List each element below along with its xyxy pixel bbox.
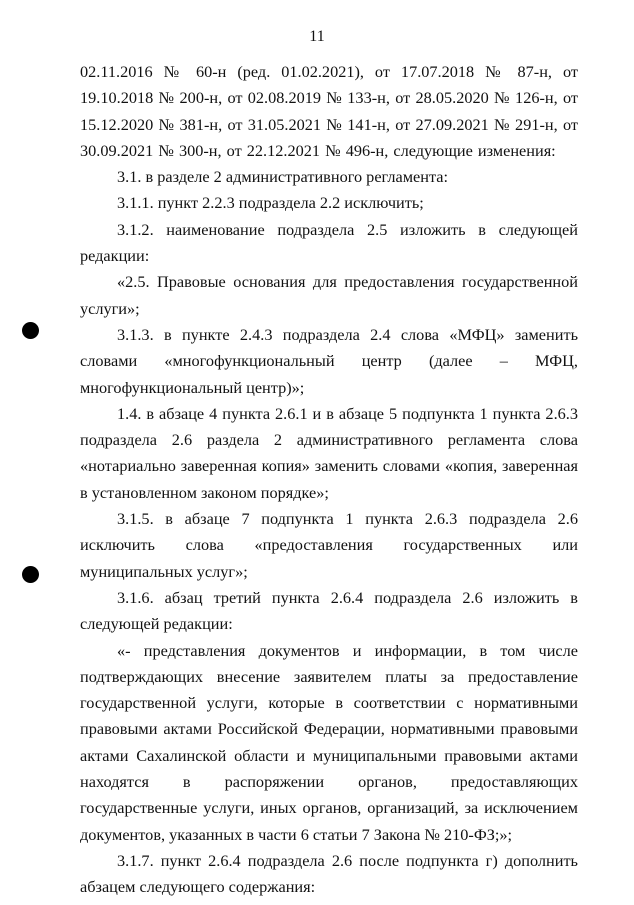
paragraph-3-1-5: 3.1.5. в абзаце 7 подпункта 1 пункта 2.6.3 подраздела 2.6 исключить слова «предоставления государственных или муниципальных услуг»; [80, 509, 578, 581]
paragraph-3-1-2: 3.1.2. наименование подраздела 2.5 изложить в следующей редакции: [80, 219, 578, 266]
paragraph-3-1-7: 3.1.7. пункт 2.6.4 подраздела 2.6 после подпункта г) дополнить абзацем следующего содержания: [80, 850, 578, 897]
paragraph-3-1-3: 3.1.3. в пункте 2.4.3 подраздела 2.4 слова «МФЦ» заменить словами «многофункциональный центр (далее – МФЦ, многофункциональный центр)»; [80, 324, 578, 397]
paragraph-3-1: 3.1. в разделе 2 административного регламента: [117, 167, 449, 187]
paragraph-3-1-6: 3.1.6. абзац третий пункта 2.6.4 подраздела 2.6 изложить в следующей редакции: [80, 587, 578, 634]
punch-hole-mark [22, 566, 39, 583]
document-body [80, 59, 578, 901]
paragraph-amendment-list: 02.11.2016 № 60-н (ред. 01.02.2021), от 17.07.2018 № 87-н, от 19.10.2018 № 200-н, от 02.08.2019 № 133-н, от 28.05.2020 № 126-н, от 15.12.2020 № 381-н, от 31.05.2021 № 141-н, от 27.09.2021 № 291-н, от 30.09.2021 № 300-н, от 22.12.2021 № 496-н, следующие изменения: [80, 62, 578, 160]
paragraph-3-1-1: 3.1.1. пункт 2.2.3 подраздела 2.2 исключить; [117, 193, 424, 213]
page-number: 11 [309, 28, 325, 45]
punch-hole-mark [22, 322, 39, 339]
paragraph-quote-documents: «- представления документов и информации, в том числе подтверждающих внесение заявителем платы за предоставление государственной услуги, которые в соответствии с нормативными правовыми актами Российской Федерации, нормативными правовыми актами Сахалинской области и муниципальными правовыми актами находятся в распоряжении органов, предоставляющих государственные услуги, иных органов, организаций, за исключением документов, указанных в части 6 статьи 7 Закона № 210-ФЗ;»; [80, 640, 578, 844]
paragraph-quote-2-5: «2.5. Правовые основания для предоставления государственной услуги»; [80, 272, 578, 318]
paragraph-1-4: 1.4. в абзаце 4 пункта 2.6.1 и в абзаце 5 подпункта 1 пункта 2.6.3 подраздела 2.6 раздела 2 административного регламента слова «нотариально заверенная копия» заменить словами «копия, заверенная в установленном законом порядке»; [80, 403, 578, 502]
